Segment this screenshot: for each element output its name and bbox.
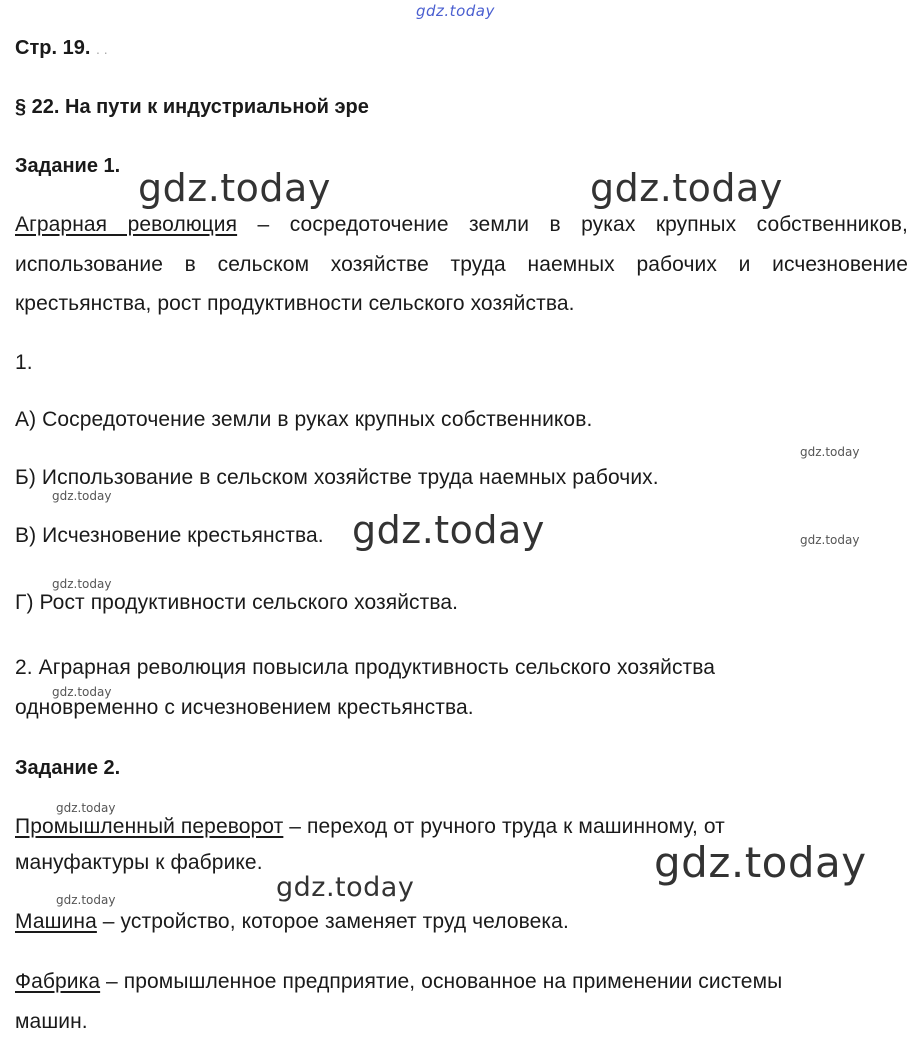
watermark-small: gdz.today [52,685,112,699]
task2-definition3-line1 [15,970,845,994]
task2-definition2 [15,910,569,934]
page-reference-dots: . . [95,41,108,57]
watermark-large-middle: gdz.today [352,508,545,552]
watermark-medium: gdz.today [276,872,415,903]
task2-definition1-line1 [15,815,725,839]
watermark-small: gdz.today [52,489,112,503]
definition-text: – промышленное предприятие, основанное на применении системы [100,970,783,993]
watermark-large-right: gdz.today [590,166,783,210]
page-reference-text: Стр. 19. [15,37,91,59]
watermark-small: gdz.today [800,533,860,547]
list-item-a: А) Сосредоточение земли в руках крупных собственников. [15,408,593,431]
term-factory: Фабрика [15,970,101,993]
list-item-g: Г) Рост продуктивности сельского хозяйства. [15,591,459,614]
definition-text: – переход от ручного труда к машинному, от [283,815,725,838]
task1-number1: 1. [15,351,33,374]
list-item-b: Б) Использование в сельском хозяйстве труда наемных рабочих. [15,466,659,489]
task1-definition-line3: крестьянства, рост продуктивности сельского хозяйства. [15,292,575,315]
definition-text: – сосредоточение земли в руках крупных собственников, [237,213,908,236]
watermark-top: gdz.today [416,2,495,20]
page-reference [15,37,108,60]
task1-definition-line1 [15,213,908,237]
watermark-small: gdz.today [52,577,112,591]
watermark-large-bottom: gdz.today [654,838,867,887]
task1-definition-line2: использование в сельском хозяйстве труда наемных рабочих и исчезновение [15,253,908,276]
watermark-small: gdz.today [56,801,116,815]
watermark-small: gdz.today [800,445,860,459]
task2-definition1-line2: мануфактуры к фабрике. [15,851,263,874]
term-machine: Машина [15,910,97,933]
definition-text: – устройство, которое заменяет труд человека. [96,910,569,933]
term-agrarian-revolution: Аграрная революция [15,213,238,236]
task1-answer2-line1: 2. Аграрная революция повысила продуктивность сельского хозяйства [15,656,716,679]
task2-heading: Задание 2. [15,757,121,779]
task2-definition3-line2: машин. [15,1010,88,1033]
section-title: § 22. На пути к индустриальной эре [15,96,369,118]
watermark-large-left: gdz.today [138,166,331,210]
list-item-v: В) Исчезновение крестьянства. [15,524,324,547]
watermark-small: gdz.today [56,893,116,907]
term-industrial-revolution: Промышленный переворот [15,815,284,838]
task1-answer2-line2: одновременно с исчезновением крестьянства. [15,696,474,719]
task1-heading: Задание 1. [15,155,121,177]
